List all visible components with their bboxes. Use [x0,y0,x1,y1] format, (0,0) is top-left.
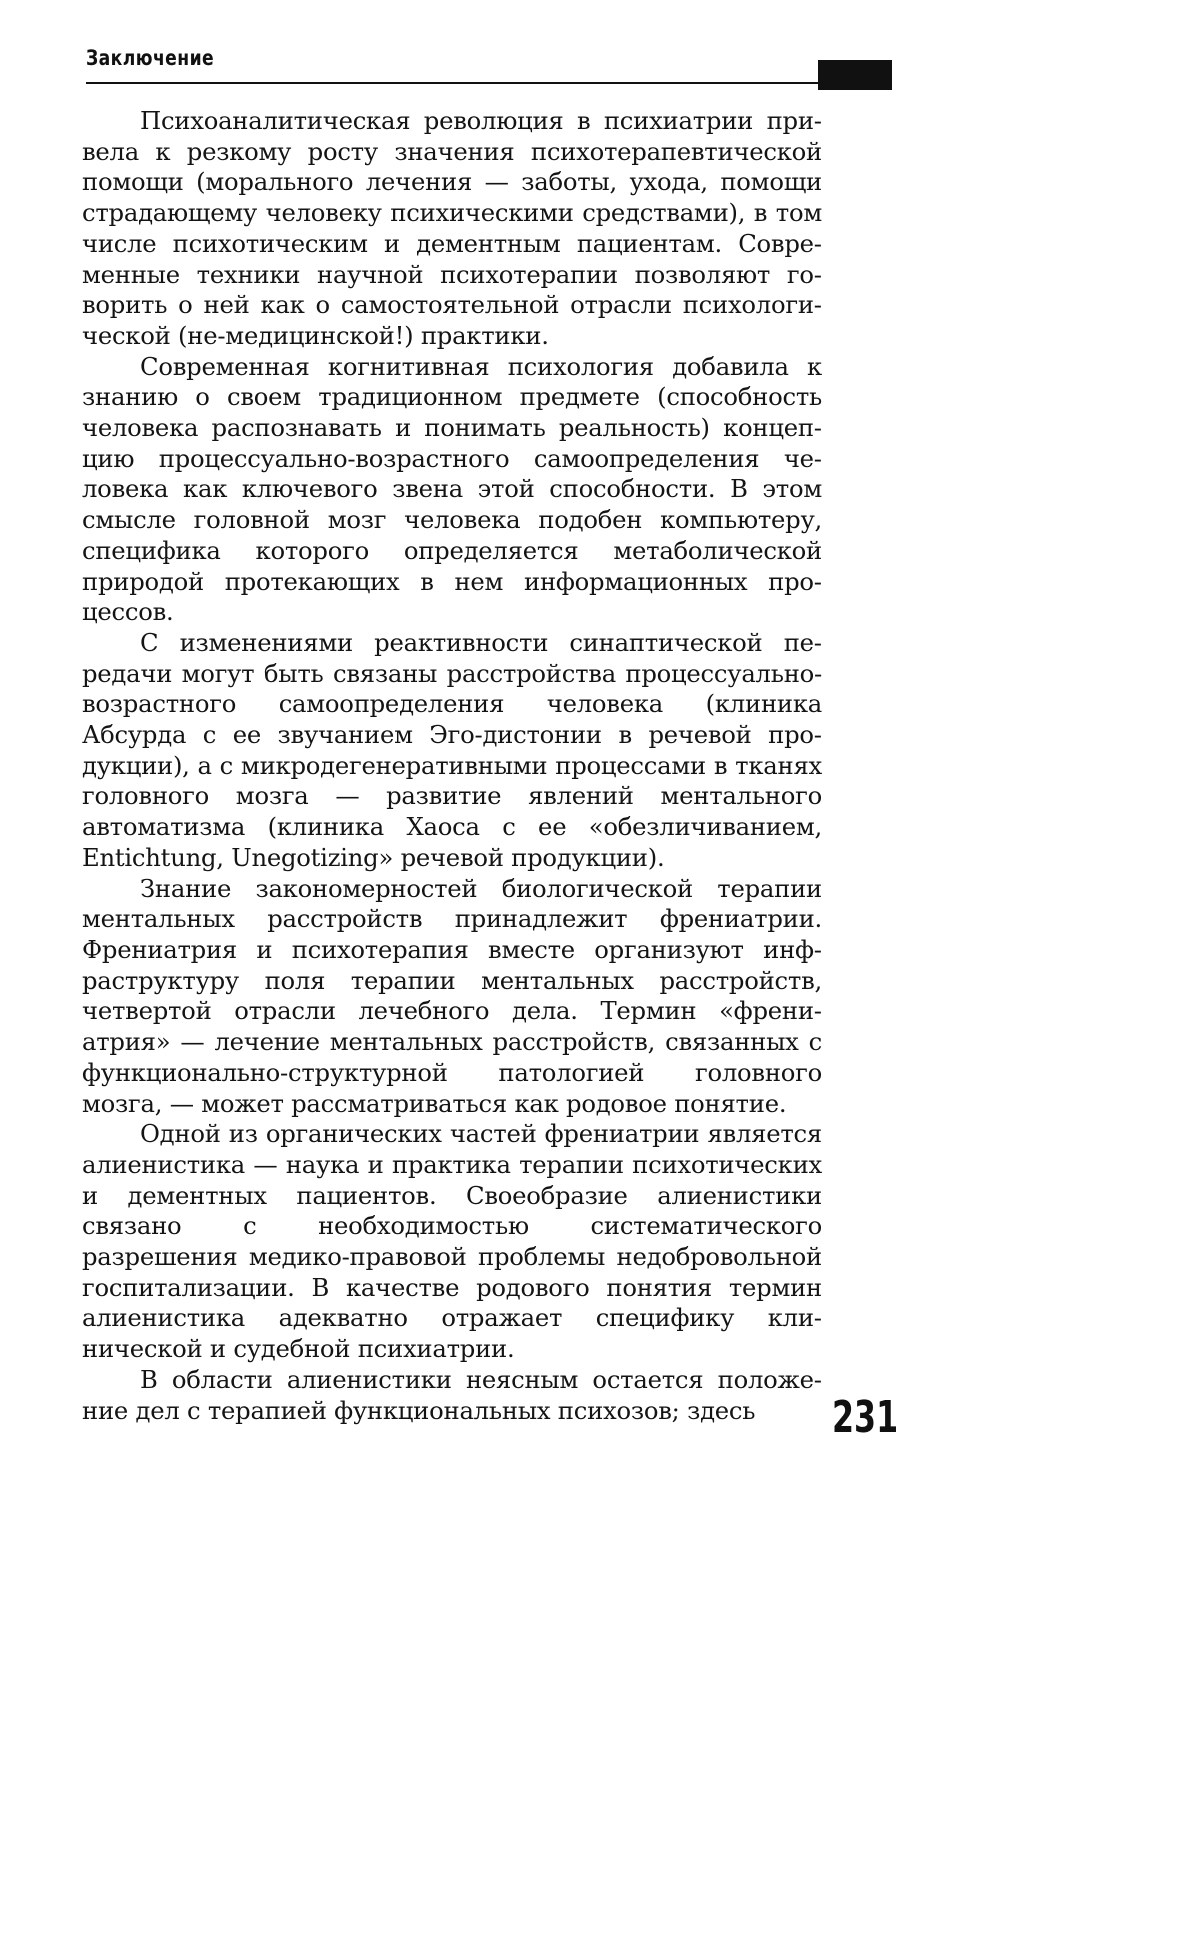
paragraph: Одной из органических частей френиатрии является алиенистика — наука и практика терапии психотических и дементных пациентов. Своеобразие алиенистики связано с необходимостью систематического разрешения медико-правовой проблемы недобровольной госпитализации. В качестве родового понятия термин алиенистика адекватно отражает специфику клинической и судебной психиатрии. [82,1119,822,1364]
paragraph: Знание закономерностей биологической терапии ментальных расстройств принадлежит френиатрии. Френиатрия и психотерапия вместе организуют инфраструктуру поля терапии ментальных расстройств, четвертой отрасли лечебного дела. Термин «френиатрия» — лечение ментальных расстройств, связанных с функционально-структурной патологией головного мозга, — может рассматриваться как родовое понятие. [82,873,822,1118]
page-number: 231 [832,1392,899,1443]
header-rule [86,82,892,84]
paragraph: Психоаналитическая революция в психиатрии привела к резкому росту значения психотерапевтической помощи (морального лечения — заботы, ухода, помощи страдающему человеку психическими средствами), в том числе психотическим и дементным пациентам. Современные техники научной психотерапии позволяют говорить о ней как о самостоятельной отрасли психологической (не-медицинской!) практики. [82,106,822,350]
paragraph: В области алиенистики неясным остается положение дел с терапией функциональных психозов; здесь [82,1364,822,1425]
running-head: Заключение [86,46,215,70]
paragraph: Современная когнитивная психология добавила к знанию о своем традиционном предмете (способность человека распознавать и понимать реальность) концепцию процессуально-возрастного самоопределения человека как ключевого звена этой способности. В этом смысле головной мозг человека подобен компьютеру, специфика которого определяется метаболической природой протекающих в нем информационных процессов. [82,351,822,627]
paragraph: С изменениями реактивности синаптической передачи могут быть связаны расстройства процессуально-возрастного самоопределения человека (клиника Абсурда с ее звучанием Эго-дистонии в речевой продукции), а с микродегенеративными процессами в тканях головного мозга — развитие явлений ментального автоматизма (клиника Хаоса с ее «обезличиванием, Entichtung, Unegotizing» речевой продукции). [82,627,822,872]
header-block-mark [818,60,892,90]
body-text [82,106,822,1426]
